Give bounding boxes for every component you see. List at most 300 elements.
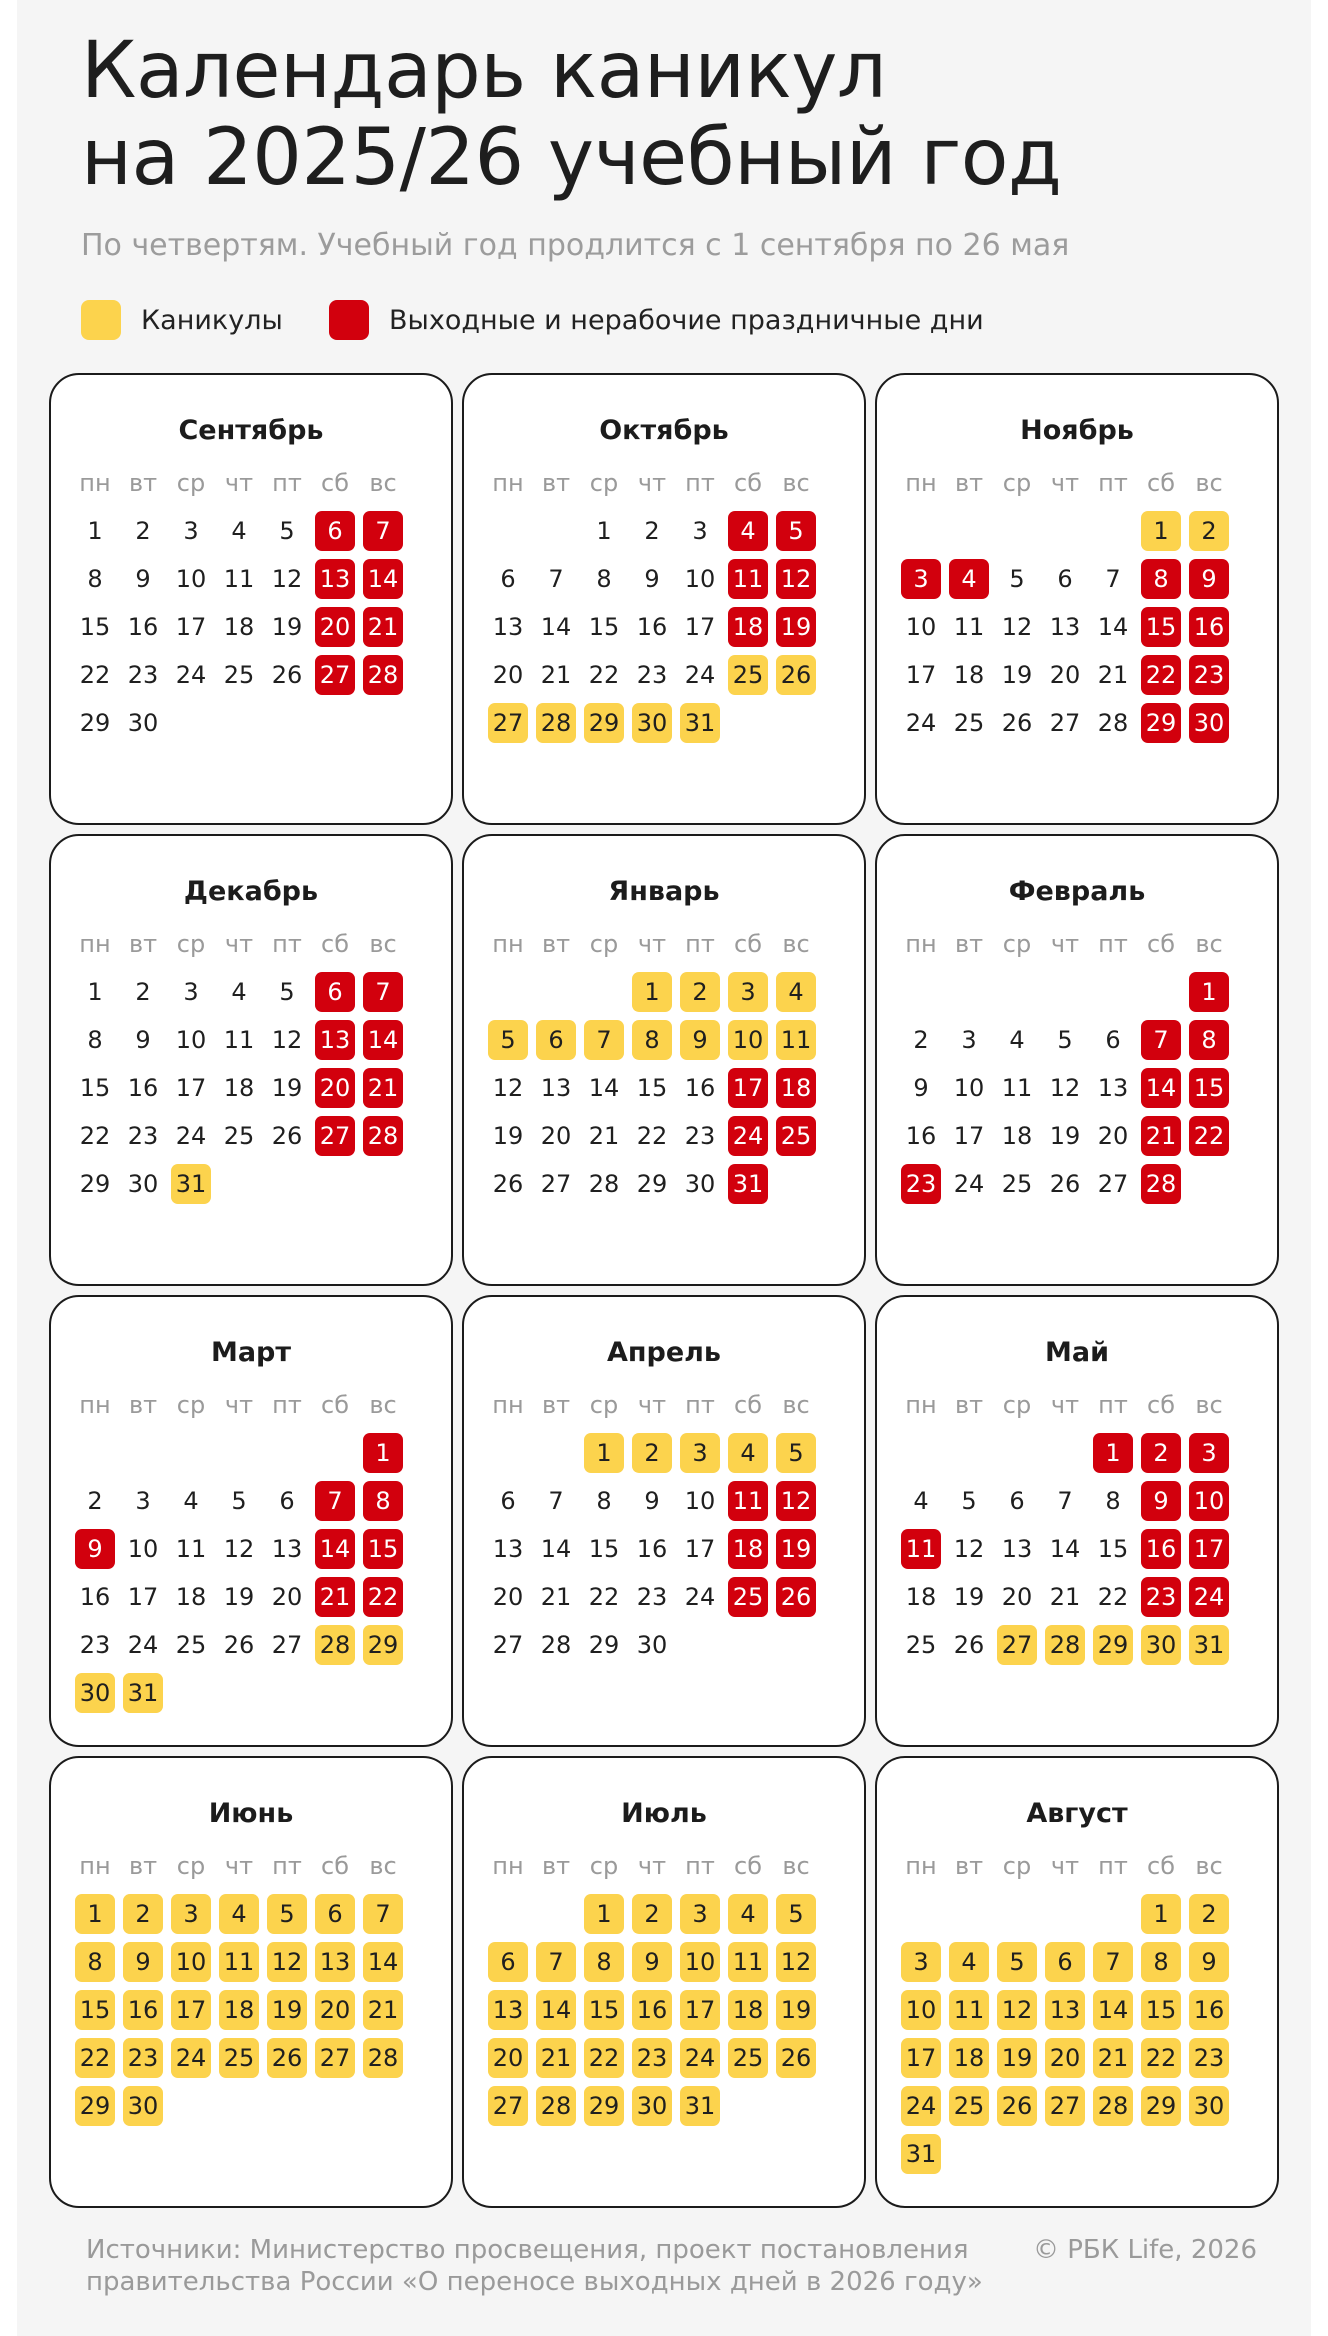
day-cell: 1 — [1093, 1433, 1133, 1473]
week-row — [897, 972, 1237, 1020]
day-cell: 5 — [488, 1020, 528, 1060]
weekday-label: вт — [128, 1391, 158, 1419]
day-cell: 30 — [684, 1170, 716, 1198]
weekday-label: вт — [954, 1391, 984, 1419]
week-row — [71, 1020, 411, 1068]
day-cell: 24 — [905, 709, 937, 737]
day-cell: 20 — [315, 607, 355, 647]
month-card — [462, 373, 866, 825]
month-title: Май — [1044, 1337, 1109, 1368]
weekday-header — [71, 1385, 411, 1425]
weekday-label: чт — [637, 469, 667, 497]
day-cell: 30 — [127, 1170, 159, 1198]
day-cell: 29 — [1093, 1625, 1133, 1665]
day-cell: 9 — [632, 1942, 672, 1982]
day-cell: 15 — [636, 1074, 668, 1102]
day-cell: 11 — [219, 1942, 259, 1982]
day-cell: 11 — [728, 1942, 768, 1982]
day-cell: 19 — [271, 1074, 303, 1102]
day-cell: 13 — [1045, 1990, 1085, 2030]
weekday-label: ср — [589, 1852, 619, 1880]
day-cell: 22 — [79, 661, 111, 689]
day-cell: 27 — [1097, 1170, 1129, 1198]
day-cell: 19 — [776, 1529, 816, 1569]
day-cell: 8 — [632, 1020, 672, 1060]
day-cell: 19 — [492, 1122, 524, 1150]
day-cell: 1 — [584, 1894, 624, 1934]
week-row — [484, 511, 824, 559]
day-cell: 5 — [961, 1487, 977, 1515]
weekday-header — [484, 1846, 824, 1886]
day-cell: 9 — [1189, 559, 1229, 599]
month-grid — [49, 373, 1279, 2209]
weekday-label: вс — [782, 1391, 810, 1419]
day-cell: 13 — [1049, 613, 1081, 641]
day-cell: 28 — [1141, 1164, 1181, 1204]
day-cell: 29 — [75, 2086, 115, 2126]
week-rows — [71, 972, 411, 1212]
day-cell: 6 — [1009, 1487, 1025, 1515]
day-cell: 9 — [135, 1026, 151, 1054]
week-row — [484, 2086, 824, 2134]
weekday-label: ср — [1002, 1852, 1032, 1880]
day-cell: 12 — [776, 1942, 816, 1982]
day-cell: 24 — [175, 661, 207, 689]
day-cell: 8 — [596, 565, 612, 593]
day-cell: 27 — [488, 2086, 528, 2126]
day-cell: 21 — [363, 1068, 403, 1108]
day-cell: 5 — [776, 511, 816, 551]
day-cell: 11 — [728, 559, 768, 599]
day-cell: 31 — [171, 1164, 211, 1204]
day-cell: 18 — [949, 2038, 989, 2078]
day-cell: 11 — [223, 565, 255, 593]
day-cell: 7 — [363, 972, 403, 1012]
weekday-label: сб — [321, 1852, 349, 1880]
day-cell: 6 — [1045, 1942, 1085, 1982]
day-cell: 20 — [1049, 661, 1081, 689]
day-cell: 16 — [632, 1990, 672, 2030]
day-cell: 25 — [223, 661, 255, 689]
day-cell: 20 — [488, 2038, 528, 2078]
day-cell: 25 — [1001, 1170, 1033, 1198]
week-row — [484, 1625, 824, 1673]
day-cell: 12 — [997, 1990, 1037, 2030]
footer-sources-line-1: Источники: Министерство просвещения, проект постановления — [86, 2235, 969, 2265]
day-cell: 25 — [728, 655, 768, 695]
week-rows — [897, 511, 1237, 751]
day-cell: 29 — [79, 709, 111, 737]
day-cell: 14 — [540, 1535, 572, 1563]
day-cell: 29 — [1141, 2086, 1181, 2126]
day-cell: 1 — [632, 972, 672, 1012]
footer-sources — [86, 2234, 983, 2298]
day-cell: 27 — [1045, 2086, 1085, 2126]
day-cell: 10 — [684, 1487, 716, 1515]
weekday-label: пт — [1098, 930, 1128, 958]
day-cell: 4 — [949, 559, 989, 599]
day-cell: 2 — [123, 1894, 163, 1934]
day-cell: 5 — [279, 978, 295, 1006]
week-row — [897, 2086, 1237, 2134]
day-cell: 3 — [680, 1433, 720, 1473]
day-cell: 20 — [1097, 1122, 1129, 1150]
day-cell: 9 — [135, 565, 151, 593]
weekday-label: вс — [782, 469, 810, 497]
weekday-label: ср — [1002, 930, 1032, 958]
day-cell: 1 — [363, 1433, 403, 1473]
month-title: Август — [1026, 1798, 1128, 1829]
day-cell: 24 — [1189, 1577, 1229, 1617]
day-cell: 29 — [79, 1170, 111, 1198]
day-cell: 28 — [363, 2038, 403, 2078]
footer-sources-line-2: правительства России «О переносе выходных дней в 2026 году» — [86, 2267, 983, 2297]
day-cell: 22 — [1189, 1116, 1229, 1156]
day-cell: 23 — [79, 1631, 111, 1659]
day-cell: 5 — [231, 1487, 247, 1515]
month-card — [49, 1756, 453, 2208]
day-cell: 12 — [776, 1481, 816, 1521]
day-cell: 5 — [1009, 565, 1025, 593]
day-cell: 31 — [901, 2134, 941, 2174]
weekday-label: вс — [369, 1391, 397, 1419]
day-cell: 24 — [127, 1631, 159, 1659]
week-row — [484, 1164, 824, 1212]
day-cell: 23 — [1141, 1577, 1181, 1617]
day-cell: 14 — [1093, 1990, 1133, 2030]
day-cell: 23 — [1189, 655, 1229, 695]
day-cell: 19 — [953, 1583, 985, 1611]
weekday-label: ср — [176, 930, 206, 958]
weekday-label: пн — [79, 1852, 111, 1880]
day-cell: 25 — [223, 1122, 255, 1150]
month-card — [462, 834, 866, 1286]
week-rows — [71, 1894, 411, 2134]
day-cell: 8 — [75, 1942, 115, 1982]
day-cell: 21 — [540, 1583, 572, 1611]
day-cell: 14 — [363, 1020, 403, 1060]
day-cell: 20 — [315, 1068, 355, 1108]
day-cell: 6 — [536, 1020, 576, 1060]
week-row — [71, 607, 411, 655]
week-row — [897, 703, 1237, 751]
day-cell: 29 — [584, 703, 624, 743]
week-row — [71, 1481, 411, 1529]
day-cell: 3 — [1189, 1433, 1229, 1473]
week-row — [71, 703, 411, 751]
day-cell: 3 — [692, 517, 708, 545]
weekday-header — [897, 924, 1237, 964]
weekday-label: вс — [369, 469, 397, 497]
legend-label-days-off: Выходные и нерабочие праздничные дни — [389, 304, 984, 336]
day-cell: 17 — [127, 1583, 159, 1611]
week-row — [897, 1942, 1237, 1990]
weekday-label: пн — [905, 1391, 937, 1419]
day-cell: 2 — [135, 517, 151, 545]
day-cell: 13 — [1097, 1074, 1129, 1102]
month-card — [875, 373, 1279, 825]
day-cell: 7 — [548, 1487, 564, 1515]
weekday-label: чт — [1050, 469, 1080, 497]
day-cell: 13 — [488, 1990, 528, 2030]
day-cell: 28 — [1097, 709, 1129, 737]
week-row — [71, 1164, 411, 1212]
day-cell: 14 — [540, 613, 572, 641]
weekday-label: вс — [1195, 469, 1223, 497]
day-cell: 7 — [363, 511, 403, 551]
weekday-label: пт — [1098, 1852, 1128, 1880]
day-cell: 27 — [488, 703, 528, 743]
day-cell: 17 — [684, 613, 716, 641]
day-cell: 22 — [588, 661, 620, 689]
month-title: Июль — [621, 1798, 707, 1829]
day-cell: 22 — [75, 2038, 115, 2078]
day-cell: 26 — [1001, 709, 1033, 737]
day-cell: 16 — [1189, 1990, 1229, 2030]
day-cell: 25 — [953, 709, 985, 737]
weekday-label: вт — [541, 930, 571, 958]
weekday-header — [897, 1385, 1237, 1425]
day-cell: 10 — [1189, 1481, 1229, 1521]
day-cell: 22 — [584, 2038, 624, 2078]
day-cell: 26 — [492, 1170, 524, 1198]
day-cell: 6 — [500, 565, 516, 593]
week-rows — [71, 511, 411, 751]
weekday-label: вт — [128, 1852, 158, 1880]
day-cell: 25 — [949, 2086, 989, 2126]
day-cell: 24 — [953, 1170, 985, 1198]
day-cell: 30 — [1141, 1625, 1181, 1665]
day-cell: 18 — [728, 1529, 768, 1569]
day-cell: 20 — [271, 1583, 303, 1611]
weekday-label: пн — [79, 930, 111, 958]
month-title: Октябрь — [599, 415, 729, 446]
day-cell: 29 — [363, 1625, 403, 1665]
day-cell: 23 — [684, 1122, 716, 1150]
day-cell: 5 — [776, 1433, 816, 1473]
day-cell: 9 — [644, 1487, 660, 1515]
day-cell: 20 — [1001, 1583, 1033, 1611]
day-cell: 9 — [123, 1942, 163, 1982]
day-cell: 19 — [267, 1990, 307, 2030]
day-cell: 24 — [901, 2086, 941, 2126]
day-cell: 11 — [1001, 1074, 1033, 1102]
week-row — [71, 1894, 411, 1942]
day-cell: 17 — [175, 613, 207, 641]
day-cell: 31 — [680, 2086, 720, 2126]
day-cell: 11 — [175, 1535, 207, 1563]
day-cell: 24 — [684, 1583, 716, 1611]
day-cell: 21 — [588, 1122, 620, 1150]
week-row — [71, 1529, 411, 1577]
day-cell: 3 — [183, 978, 199, 1006]
weekday-label: вт — [541, 469, 571, 497]
day-cell: 29 — [1141, 703, 1181, 743]
day-cell: 30 — [632, 2086, 672, 2126]
day-cell: 28 — [1045, 1625, 1085, 1665]
week-row — [484, 1433, 824, 1481]
day-cell: 8 — [1105, 1487, 1121, 1515]
weekday-label: сб — [1147, 930, 1175, 958]
day-cell: 24 — [171, 2038, 211, 2078]
day-cell: 19 — [776, 1990, 816, 2030]
day-cell: 31 — [728, 1164, 768, 1204]
weekday-label: сб — [1147, 1852, 1175, 1880]
week-rows — [897, 1433, 1237, 1673]
week-row — [897, 1577, 1237, 1625]
week-row — [897, 2134, 1237, 2182]
weekday-label: вт — [128, 469, 158, 497]
weekday-header — [71, 463, 411, 503]
day-cell: 17 — [953, 1122, 985, 1150]
day-cell: 23 — [636, 1583, 668, 1611]
day-cell: 18 — [223, 613, 255, 641]
weekday-label: пн — [79, 469, 111, 497]
day-cell: 1 — [1141, 511, 1181, 551]
day-cell: 2 — [87, 1487, 103, 1515]
day-cell: 28 — [540, 1631, 572, 1659]
day-cell: 29 — [636, 1170, 668, 1198]
week-rows — [484, 1433, 824, 1673]
day-cell: 16 — [1141, 1529, 1181, 1569]
week-rows — [897, 972, 1237, 1212]
week-row — [71, 1625, 411, 1673]
day-cell: 25 — [728, 1577, 768, 1617]
day-cell: 14 — [315, 1529, 355, 1569]
day-cell: 22 — [1097, 1583, 1129, 1611]
weekday-label: сб — [1147, 469, 1175, 497]
week-rows — [484, 1894, 824, 2134]
weekday-label: пн — [492, 1391, 524, 1419]
week-row — [71, 2038, 411, 2086]
day-cell: 7 — [1105, 565, 1121, 593]
day-cell: 6 — [279, 1487, 295, 1515]
weekday-label: сб — [321, 1391, 349, 1419]
weekday-label: сб — [321, 469, 349, 497]
day-cell: 15 — [1097, 1535, 1129, 1563]
day-cell: 24 — [175, 1122, 207, 1150]
day-cell: 4 — [913, 1487, 929, 1515]
week-row — [897, 1529, 1237, 1577]
day-cell: 7 — [584, 1020, 624, 1060]
day-cell: 5 — [279, 517, 295, 545]
weekday-label: ср — [589, 1391, 619, 1419]
day-cell: 22 — [636, 1122, 668, 1150]
day-cell: 9 — [1141, 1481, 1181, 1521]
day-cell: 30 — [1189, 703, 1229, 743]
day-cell: 20 — [492, 1583, 524, 1611]
weekday-header — [484, 924, 824, 964]
month-title: Февраль — [1008, 876, 1146, 907]
day-cell: 13 — [492, 1535, 524, 1563]
weekday-label: вт — [128, 930, 158, 958]
day-cell: 15 — [1141, 1990, 1181, 2030]
day-cell: 10 — [953, 1074, 985, 1102]
day-cell: 12 — [223, 1535, 255, 1563]
day-cell: 4 — [949, 1942, 989, 1982]
day-cell: 27 — [315, 1116, 355, 1156]
day-cell: 6 — [500, 1487, 516, 1515]
day-cell: 21 — [540, 661, 572, 689]
day-cell: 7 — [363, 1894, 403, 1934]
day-cell: 3 — [901, 559, 941, 599]
day-cell: 28 — [315, 1625, 355, 1665]
title-line-1: Календарь каникул — [81, 26, 887, 116]
week-row — [484, 1894, 824, 1942]
day-cell: 10 — [127, 1535, 159, 1563]
month-card — [875, 1756, 1279, 2208]
day-cell: 8 — [87, 565, 103, 593]
weekday-label: пт — [1098, 1391, 1128, 1419]
weekday-label: пн — [905, 1852, 937, 1880]
week-rows — [484, 511, 824, 751]
weekday-label: вт — [954, 469, 984, 497]
day-cell: 3 — [961, 1026, 977, 1054]
month-card — [875, 1295, 1279, 1747]
day-cell: 3 — [183, 517, 199, 545]
day-cell: 2 — [135, 978, 151, 1006]
week-row — [71, 1942, 411, 1990]
day-cell: 1 — [75, 1894, 115, 1934]
day-cell: 2 — [680, 972, 720, 1012]
day-cell: 23 — [127, 1122, 159, 1150]
week-row — [897, 1164, 1237, 1212]
weekday-label: пн — [79, 1391, 111, 1419]
day-cell: 16 — [684, 1074, 716, 1102]
day-cell: 28 — [1093, 2086, 1133, 2126]
day-cell: 20 — [315, 1990, 355, 2030]
day-cell: 28 — [536, 2086, 576, 2126]
day-cell: 7 — [1093, 1942, 1133, 1982]
day-cell: 6 — [315, 1894, 355, 1934]
day-cell: 10 — [728, 1020, 768, 1060]
weekday-label: пт — [272, 469, 302, 497]
day-cell: 16 — [79, 1583, 111, 1611]
week-row — [71, 1577, 411, 1625]
week-row — [897, 1625, 1237, 1673]
day-cell: 19 — [223, 1583, 255, 1611]
week-row — [897, 2038, 1237, 2086]
day-cell: 10 — [175, 565, 207, 593]
week-rows — [71, 1433, 411, 1721]
day-cell: 28 — [588, 1170, 620, 1198]
month-title: Январь — [608, 876, 720, 907]
day-cell: 13 — [271, 1535, 303, 1563]
weekday-header — [484, 463, 824, 503]
day-cell: 25 — [175, 1631, 207, 1659]
month-card — [49, 373, 453, 825]
week-row — [897, 1433, 1237, 1481]
legend-swatch-holidays — [81, 300, 121, 340]
day-cell: 3 — [680, 1894, 720, 1934]
day-cell: 6 — [315, 511, 355, 551]
day-cell: 11 — [949, 1990, 989, 2030]
day-cell: 26 — [953, 1631, 985, 1659]
weekday-label: вс — [1195, 1391, 1223, 1419]
weekday-label: вс — [369, 1852, 397, 1880]
month-card — [49, 834, 453, 1286]
footer-copyright: © РБК Life, 2026 — [1032, 2235, 1257, 2265]
weekday-label: пт — [685, 930, 715, 958]
weekday-header — [71, 1846, 411, 1886]
day-cell: 9 — [644, 565, 660, 593]
week-row — [897, 1116, 1237, 1164]
day-cell: 16 — [1189, 607, 1229, 647]
day-cell: 22 — [1141, 655, 1181, 695]
month-card — [462, 1756, 866, 2208]
day-cell: 2 — [1189, 511, 1229, 551]
day-cell: 17 — [175, 1074, 207, 1102]
